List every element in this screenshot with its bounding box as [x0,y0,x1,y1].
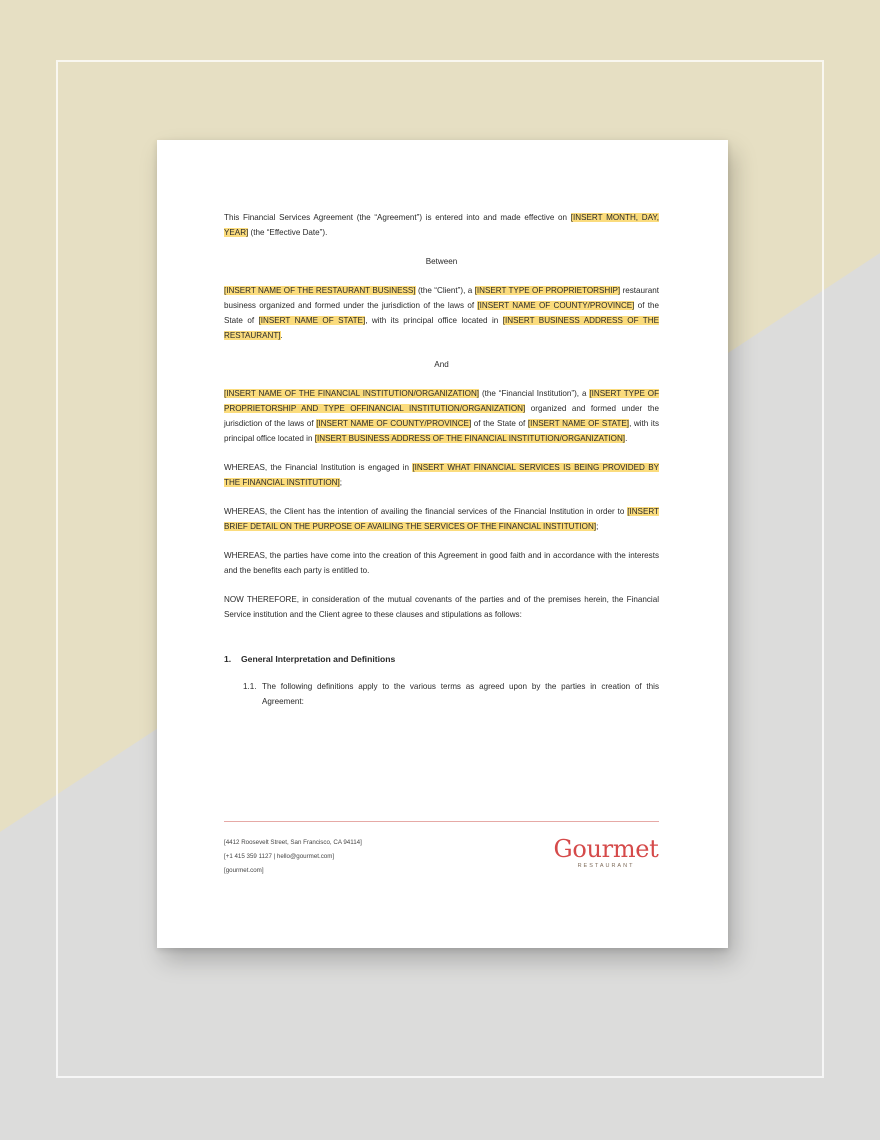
between-heading: Between [425,257,458,266]
client-paragraph [224,283,659,343]
institution-text: of the State of [471,419,528,428]
client-text: . [280,331,283,340]
placeholder-institution-type: [INSERT TYPE OF PROPRIETORSHIP AND TYPE OFFINANCIAL INSTITUTION/ORGANIZATION] [224,389,660,413]
whereas-text: WHEREAS, the Client has the intention of availing the financial services of the Financial Institution in order to [224,507,628,516]
footer-phone-email: [+1 415 359 1127 | hello@gourmet.com] [224,853,335,860]
footer-contact-block [224,836,362,878]
client-text: restaurant business organized and formed under the jurisdiction of the laws of [224,286,660,310]
section-heading [224,652,659,667]
footer-divider [224,821,659,822]
placeholder-county: [INSERT NAME OF COUNTY/PROVINCE] [477,301,635,310]
whereas-text: WHEREAS, the Financial Institution is engaged in [224,463,413,472]
client-text: of the State of [224,301,659,325]
institution-text: , with its principal office located in [224,419,659,443]
whereas-purpose-paragraph [224,504,659,534]
placeholder-state: [INSERT NAME OF STATE] [258,316,366,325]
footer-website: [gourmet.com] [224,867,264,874]
footer-address: [4412 Roosevelt Street, San Francisco, CA 94114] [224,839,362,846]
section-title: General Interpretation and Definitions [241,654,396,664]
whereas-services-paragraph [224,460,659,490]
logo-wordmark: Gourmet [553,835,659,863]
gourmet-logo [553,836,659,869]
whereas-text: ; [339,478,342,487]
placeholder-institution-name: [INSERT NAME OF THE FINANCIAL INSTITUTION/ORGANIZATION] [224,389,480,398]
clause-paragraph [243,679,659,709]
placeholder-purpose: [INSERT BRIEF DETAIL ON THE PURPOSE OF AVAILING THE SERVICES OF THE FINANCIAL INSTITUTION] [224,507,659,531]
placeholder-proprietorship: [INSERT TYPE OF PROPRIETORSHIP] [474,286,621,295]
client-text: (the “Client”), a [415,286,475,295]
client-text: , with its principal office located in [365,316,503,325]
document-page [157,140,728,948]
intro-text: This Financial Services Agreement (the “Agreement”) is entered into and made effective on [224,213,571,222]
whereas-text: ; [596,522,599,531]
institution-paragraph [224,386,659,446]
placeholder-restaurant-name: [INSERT NAME OF THE RESTAURANT BUSINESS] [224,286,416,295]
logo-tagline: RESTAURANT [577,863,635,869]
and-heading: And [434,360,449,369]
placeholder-restaurant-address: [INSERT BUSINESS ADDRESS OF THE RESTAURANT] [224,316,659,340]
placeholder-financial-services: [INSERT WHAT FINANCIAL SERVICES IS BEING PROVIDED BY THE FINANCIAL INSTITUTION] [224,463,660,487]
intro-text-end: (the “Effective Date”). [248,228,328,237]
placeholder-institution-address: [INSERT BUSINESS ADDRESS OF THE FINANCIAL INSTITUTION/ORGANIZATION] [314,434,626,443]
document-body [224,210,659,723]
placeholder-county: [INSERT NAME OF COUNTY/PROVINCE] [316,419,472,428]
placeholder-effective-date: [INSERT MONTH, DAY, YEAR] [224,213,659,237]
whereas-good-faith-paragraph: WHEREAS, the parties have come into the creation of this Agreement in good faith and in accordance with the interests and the benefits each party is entitled to. [224,551,659,575]
section-number: 1. [224,654,232,664]
clause-text: The following definitions apply to the various terms as agreed upon by the parties in creation of this Agreement: [262,682,659,706]
institution-text: . [625,434,628,443]
institution-text: (the “Financial Institution”), a [479,389,590,398]
clause-number: 1.1. [243,682,257,691]
institution-text: organized and formed under the jurisdiction of the laws of [224,404,659,428]
now-therefore-paragraph: NOW THEREFORE, in consideration of the mutual covenants of the parties and of the premises herein, the Financial Service institution and the Client agree to these clauses and stipulations as follows: [224,595,659,619]
placeholder-state: [INSERT NAME OF STATE] [527,419,630,428]
intro-paragraph [224,210,659,240]
